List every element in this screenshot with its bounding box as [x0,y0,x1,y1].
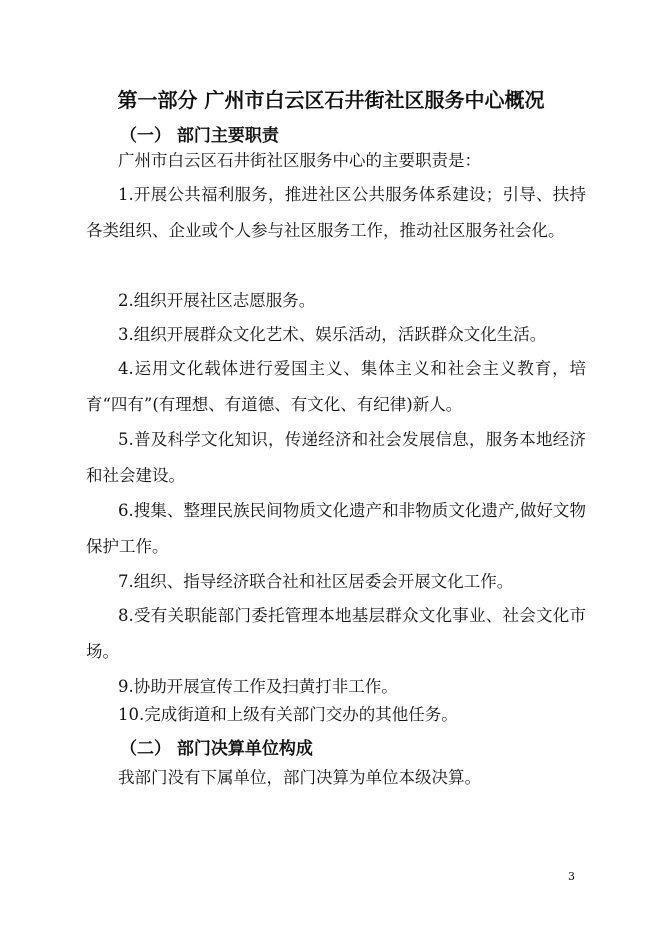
responsibility-item-6: 6.搜集、整理民族民间物质文化遗产和非物质文化遗产,做好文物保护工作。 [86,501,586,556]
responsibility-item-5: 5.普及科学文化知识，传递经济和社会发展信息，服务本地经济和社会建设。 [86,430,586,485]
page-number: 3 [568,870,575,883]
responsibility-item-3: 3.组织开展群众文化艺术、娱乐活动，活跃群众文化生活。 [118,325,547,344]
responsibility-item-2: 2.组织开展社区志愿服务。 [118,291,316,310]
responsibilities-intro: 广州市白云区石井街社区服务中心的主要职责是： [118,151,481,170]
section-heading-unit-composition: （二） 部门决算单位构成 [120,739,313,759]
responsibility-item-7: 7.组织、指导经济联合社和社区居委会开展文化工作。 [118,572,514,591]
section-heading-responsibilities: （一） 部门主要职责 [120,126,279,146]
responsibility-item-10: 10.完成街道和上级有关部门交办的其他任务。 [118,705,458,724]
page-title: 第一部分 广州市白云区石井街社区服务中心概况 [117,88,545,112]
responsibility-item-8: 8.受有关职能部门委托管理本地基层群众文化事业、社会文化市场。 [86,606,586,661]
responsibility-item-1: 1.开展公共福利服务，推进社区公共服务体系建设；引导、扶持各类组织、企业或个人参与社区服务工作，推动社区服务社会化。 [86,185,586,240]
responsibility-item-9: 9.协助开展宣传工作及扫黄打非工作。 [118,677,398,696]
unit-composition-body: 我部门没有下属单位，部门决算为单位本级决算。 [118,768,481,787]
responsibility-item-4: 4.运用文化载体进行爱国主义、集体主义和社会主义教育，培育“四有”(有理想、有道德、有文化、有纪律)新人。 [86,359,586,414]
